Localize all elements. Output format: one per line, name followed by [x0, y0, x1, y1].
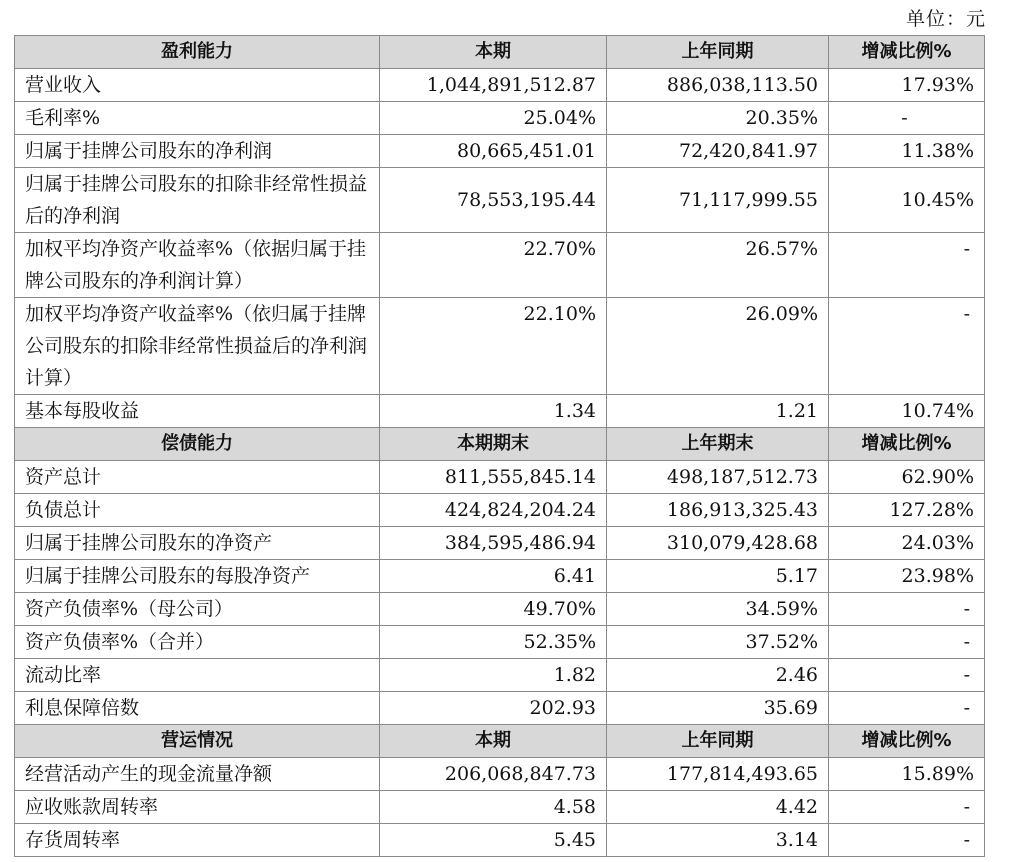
row-label: 加权平均净资产收益率%（依归属于挂牌公司股东的扣除非经常性损益后的净利润计算）	[15, 298, 380, 395]
change-value: -	[829, 692, 985, 725]
change-value: -	[829, 791, 985, 824]
change-value: 127.28%	[829, 494, 985, 527]
row-label: 资产总计	[15, 461, 380, 494]
current-value: 811,555,845.14	[380, 461, 607, 494]
table-row	[15, 69, 985, 102]
row-label: 经营活动产生的现金流量净额	[15, 758, 380, 791]
change-value: -	[829, 626, 985, 659]
prior-value: 26.57%	[607, 233, 829, 298]
table-row	[15, 560, 985, 593]
prior-value: 3.14	[607, 824, 829, 857]
column-header-current: 本期期末	[380, 428, 607, 461]
row-label: 归属于挂牌公司股东的扣除非经常性损益后的净利润	[15, 168, 380, 233]
table-row	[15, 824, 985, 857]
prior-value: 5.17	[607, 560, 829, 593]
table-row	[15, 626, 985, 659]
prior-value: 310,079,428.68	[607, 527, 829, 560]
column-header-change: 增减比例%	[829, 725, 985, 758]
column-header-change: 增减比例%	[829, 36, 985, 69]
prior-value: 72,420,841.97	[607, 135, 829, 168]
current-value: 6.41	[380, 560, 607, 593]
row-label: 营业收入	[15, 69, 380, 102]
section-title: 营运情况	[15, 725, 380, 758]
prior-value: 34.59%	[607, 593, 829, 626]
change-value: 15.89%	[829, 758, 985, 791]
section-title: 偿债能力	[15, 428, 380, 461]
section-title: 盈利能力	[15, 36, 380, 69]
prior-value: 498,187,512.73	[607, 461, 829, 494]
change-value: -	[829, 102, 985, 135]
row-label: 存货周转率	[15, 824, 380, 857]
section-header-operations	[15, 725, 985, 758]
table-row	[15, 233, 985, 298]
current-value: 80,665,451.01	[380, 135, 607, 168]
unit-label: 单位：元	[905, 8, 986, 30]
current-value: 49.70%	[380, 593, 607, 626]
change-value: -	[829, 824, 985, 857]
section-header-profitability	[15, 36, 985, 69]
current-value: 206,068,847.73	[380, 758, 607, 791]
current-value: 384,595,486.94	[380, 527, 607, 560]
current-value: 22.70%	[380, 233, 607, 298]
current-value: 202.93	[380, 692, 607, 725]
prior-value: 886,038,113.50	[607, 69, 829, 102]
financial-indicators-table	[14, 35, 985, 857]
table-row	[15, 758, 985, 791]
table-row	[15, 593, 985, 626]
table-row	[15, 395, 985, 428]
row-label: 毛利率%	[15, 102, 380, 135]
prior-value: 4.42	[607, 791, 829, 824]
current-value: 424,824,204.24	[380, 494, 607, 527]
current-value: 52.35%	[380, 626, 607, 659]
prior-value: 71,117,999.55	[607, 168, 829, 233]
table-row	[15, 494, 985, 527]
change-value: -	[829, 593, 985, 626]
row-label: 负债总计	[15, 494, 380, 527]
current-value: 1,044,891,512.87	[380, 69, 607, 102]
prior-value: 186,913,325.43	[607, 494, 829, 527]
prior-value: 20.35%	[607, 102, 829, 135]
row-label: 资产负债率%（合并）	[15, 626, 380, 659]
current-value: 1.82	[380, 659, 607, 692]
prior-value: 37.52%	[607, 626, 829, 659]
row-label: 资产负债率%（母公司）	[15, 593, 380, 626]
table-row	[15, 659, 985, 692]
table-row	[15, 791, 985, 824]
table-row	[15, 461, 985, 494]
section-header-solvency	[15, 428, 985, 461]
row-label: 归属于挂牌公司股东的每股净资产	[15, 560, 380, 593]
prior-value: 1.21	[607, 395, 829, 428]
prior-value: 35.69	[607, 692, 829, 725]
change-value: 17.93%	[829, 69, 985, 102]
table-row	[15, 298, 985, 395]
prior-value: 2.46	[607, 659, 829, 692]
current-value: 25.04%	[380, 102, 607, 135]
row-label: 利息保障倍数	[15, 692, 380, 725]
change-value: 62.90%	[829, 461, 985, 494]
current-value: 5.45	[380, 824, 607, 857]
change-value: 11.38%	[829, 135, 985, 168]
change-value: -	[829, 233, 985, 298]
table-row	[15, 168, 985, 233]
prior-value: 26.09%	[607, 298, 829, 395]
current-value: 4.58	[380, 791, 607, 824]
column-header-current: 本期	[380, 36, 607, 69]
table-row	[15, 527, 985, 560]
change-value: -	[829, 298, 985, 395]
table-row	[15, 102, 985, 135]
column-header-prior: 上年同期	[607, 36, 829, 69]
table-row	[15, 692, 985, 725]
column-header-current: 本期	[380, 725, 607, 758]
row-label: 归属于挂牌公司股东的净利润	[15, 135, 380, 168]
table-row	[15, 135, 985, 168]
column-header-prior: 上年同期	[607, 725, 829, 758]
current-value: 78,553,195.44	[380, 168, 607, 233]
row-label: 应收账款周转率	[15, 791, 380, 824]
column-header-change: 增减比例%	[829, 428, 985, 461]
column-header-prior: 上年期末	[607, 428, 829, 461]
row-label: 归属于挂牌公司股东的净资产	[15, 527, 380, 560]
change-value: 10.74%	[829, 395, 985, 428]
prior-value: 177,814,493.65	[607, 758, 829, 791]
change-value: 23.98%	[829, 560, 985, 593]
change-value: 10.45%	[829, 168, 985, 233]
row-label: 基本每股收益	[15, 395, 380, 428]
row-label: 流动比率	[15, 659, 380, 692]
change-value: -	[829, 659, 985, 692]
change-value: 24.03%	[829, 527, 985, 560]
current-value: 22.10%	[380, 298, 607, 395]
current-value: 1.34	[380, 395, 607, 428]
row-label: 加权平均净资产收益率%（依据归属于挂牌公司股东的净利润计算）	[15, 233, 380, 298]
